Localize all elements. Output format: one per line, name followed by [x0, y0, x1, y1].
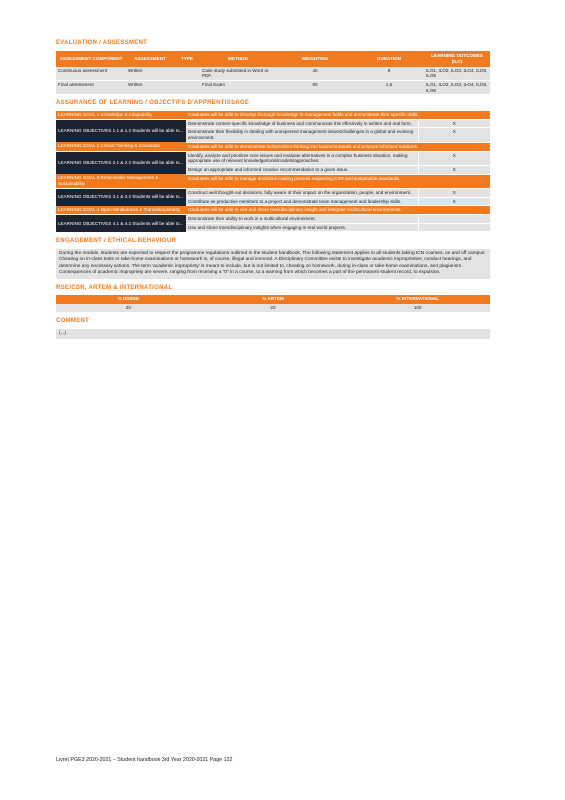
- eval-component: Continuous assessment: [56, 67, 126, 81]
- rse-header-artem: % ARTEM: [201, 295, 346, 304]
- eval-method: Case study submitted in Word or PDF.: [200, 67, 276, 81]
- eval-method: Final Exam: [200, 80, 276, 94]
- objective-mark: X: [418, 128, 490, 142]
- objective-mark: X: [418, 166, 490, 175]
- eval-header-component: ASSESSMENT COMPONENT: [56, 51, 126, 67]
- rse-header-ddrse: % DDRSE: [56, 295, 201, 304]
- goal-label: LEARNING GOAL 4 Open-Mindedness & Transdisciplinarity: [56, 206, 186, 215]
- goal-label: LEARNING GOAL 2 Critical Thinking & Innovation: [56, 142, 186, 151]
- engagement-paragraph: Cheating on in-class tests or take-home examinations or homework is, of course, illegal and immoral. A Disciplinary Committee exists to investigate academic improprieties, conduct hearings, and determine any necessary actions. The term 'academic impropriety' is meant to include, but is not limited to, cheating on homework, during in-class or take-home examinations, and plagiarism.: [59, 257, 472, 269]
- goal-row: [56, 206, 490, 215]
- table-row: [56, 304, 490, 312]
- table-row: [56, 67, 490, 81]
- evaluation-title: EVALUATION / ASSESSMENT: [56, 40, 148, 46]
- goal-statement: Graduates will be able to use and share transdisciplinary insight and integrate multicultural environments.: [186, 206, 490, 215]
- page-footer: Livret PGE3 2020-2021 – Student handbook 3rd Year 2020-2021 Page 122: [56, 757, 233, 763]
- rse-header-row: [56, 295, 490, 304]
- page-content: [56, 40, 490, 339]
- objective-text: Demonstrate their ability to work in a multicultural environment.: [186, 214, 418, 223]
- evaluation-table: [56, 51, 490, 96]
- rse-title: RSE/CSR, ARTEM & INTERNATIONAL: [56, 284, 173, 291]
- objective-text: Construct well thought-out decisions, fully aware of their impact on the organization, people, and environment.: [186, 188, 418, 197]
- eval-header-ilo: LEARNING OUTCOMES (ILO): [424, 51, 490, 67]
- goal-statement: Graduates will be able to develop thorough knowledge in management fields and demonstrate their specific skills.: [186, 111, 490, 119]
- eval-header-assessment: ASSESSMENT: [126, 51, 174, 67]
- objective-text: Demonstrate context-specific knowledge of business and communicate this effectively in written and oral form.: [186, 119, 418, 128]
- eval-ilo: ILO1, ILO2, ILO3, ILO4, ILO5, ILO6: [424, 80, 490, 94]
- rse-value-international: 100: [345, 304, 490, 312]
- evaluation-header-row: [56, 51, 490, 67]
- eval-header-method: METHOD: [200, 51, 276, 67]
- eval-header-type: TYPE: [174, 51, 200, 67]
- eval-type: [174, 67, 200, 81]
- engagement-paragraph: During the module, students are expected to respect the programme regulations outlined in the student handbook. The following statement applies to all students taking ICN courses, on and off campus:: [59, 250, 486, 256]
- goal-label: LEARNING GOAL 3 Responsible Management & Sustainability: [56, 174, 186, 188]
- goal-row: [56, 111, 490, 119]
- objective-mark: X: [418, 188, 490, 197]
- eval-ilo: ILO1, ILO2, ILO3, ILO4, ILO5, ILO6: [424, 67, 490, 81]
- assurance-table: [56, 111, 490, 233]
- eval-assessment: Written: [126, 80, 174, 94]
- objective-text: Contribute as productive members to a project and demonstrate team management and leadership skills.: [186, 197, 418, 206]
- objective-text: Demonstrate their flexibility in dealing with unexpected management issues/challenges in a global and evolving environment.: [186, 128, 418, 142]
- rse-value-ddrse: 20: [56, 304, 201, 312]
- objective-mark: X: [418, 197, 490, 206]
- objective-text: Design an appropriate and informed creative recommendation to a given issue.: [186, 166, 418, 175]
- eval-duration: 1.5: [354, 80, 424, 94]
- comment-title: COMMENT: [56, 318, 90, 325]
- objectives-label: LEARNING OBJECTIVES 4.1 & 4.2 Students will be able to...: [56, 214, 186, 231]
- objective-text: Identify, analyze and prioritize core issues and evaluate alternatives in a complex business situation, making appropriate use of relevant knowledge/tools/models/approaches.: [186, 151, 418, 165]
- objective-mark: [418, 214, 490, 223]
- goal-label: LEARNING GOAL 1 Knowledge & Adaptability: [56, 111, 186, 119]
- goal-statement: Graduates will be able to manage decisions making process respecting CSR and sustainable standards.: [186, 174, 490, 188]
- eval-header-weighting: WEIGHTING: [276, 51, 354, 67]
- objectives-label: LEARNING OBJECTIVES 2.1 & 2.2 Students will be able to...: [56, 151, 186, 174]
- goal-row: [56, 142, 490, 151]
- objective-mark: X: [418, 151, 490, 165]
- objectives-label: LEARNING OBJECTIVES 1.1 & 1.2 Students will be able to...: [56, 119, 186, 142]
- engagement-paragraph: Consequences of academic impropriety are severe, ranging from receiving a "0" in a course, to a warning from which becomes a part of the permanent student record, to expulsion.: [59, 270, 441, 276]
- comment-body: (...): [56, 329, 490, 339]
- eval-component: Final assessment: [56, 80, 126, 94]
- objective-row: [56, 119, 490, 128]
- table-row: [56, 80, 490, 94]
- objective-text: Use and share transdisciplinary insights when engaging in real world projects.: [186, 223, 418, 232]
- goal-row: [56, 174, 490, 188]
- eval-weighting: 40: [276, 67, 354, 81]
- rse-header-international: % INTERNATIONAL: [345, 295, 490, 304]
- engagement-title: ENGAGEMENT / ETHICAL BEHAVIOUR: [56, 238, 177, 245]
- objective-row: [56, 214, 490, 223]
- eval-weighting: 60: [276, 80, 354, 94]
- eval-assessment: Written: [126, 67, 174, 81]
- objective-row: [56, 151, 490, 165]
- engagement-body: [56, 249, 490, 279]
- objectives-label: LEARNING OBJECTIVES 3.1 & 3.2 Students will be able to...: [56, 188, 186, 205]
- objective-mark: [418, 223, 490, 232]
- rse-value-artem: 20: [201, 304, 346, 312]
- eval-type: [174, 80, 200, 94]
- goal-statement: Graduates will be able to demonstrate independent thinking into business issues and propose informed solutions.: [186, 142, 490, 151]
- objective-mark: X: [418, 119, 490, 128]
- assurance-title: ASSURANCE OF LEARNING / OBJECTIFS D'APPRENTISSAGE: [56, 100, 250, 107]
- rse-table: [56, 295, 490, 312]
- objective-row: [56, 188, 490, 197]
- eval-duration: 9: [354, 67, 424, 81]
- eval-header-duration: DURATION: [354, 51, 424, 67]
